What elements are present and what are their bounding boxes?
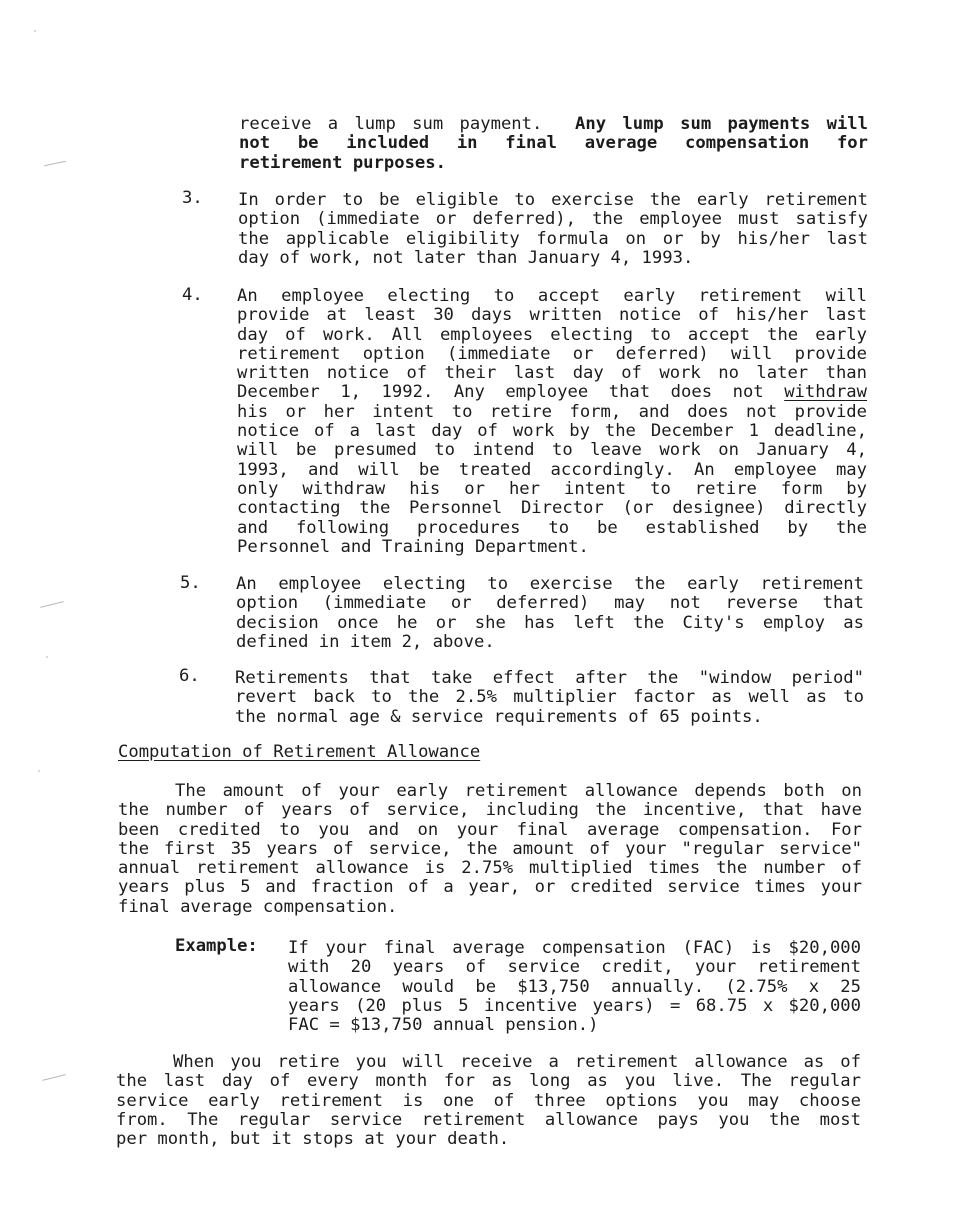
paragraph-line: service early retirement is one of three options you may choose [116,1090,861,1111]
item-line: written notice of their last day of work no later than [237,363,867,384]
paragraph-line: The amount of your early retirement allowance depends both on [175,781,862,801]
scan-mark [40,601,64,608]
section-heading: Computation of Retirement Allowance [118,742,481,762]
item-line: Personnel and Training Department. [237,536,589,557]
example-line: years (20 plus 5 incentive years) = 68.75 x $20,000 [288,995,861,1016]
scan-mark [44,161,66,167]
example-paragraph [288,939,861,1035]
paragraph-line: years plus 5 and fraction of a year, or credited service times your [118,877,862,898]
item-line: will be presumed to intend to leave work on January 4, [237,440,867,461]
item-line: decision once he or she has left the City's employ as [236,612,864,633]
item-number: 4. [182,285,203,305]
scan-speck [46,656,48,658]
scan-speck [38,770,40,772]
item-4-paragraph [237,287,867,557]
paragraph-line: per month, but it stops at your death. [116,1129,510,1150]
item-line: Retirements that take effect after the "window period" [235,668,864,688]
item-5-paragraph [236,575,864,652]
paragraph-line: annual retirement allowance is 2.75% multiplied times the number of [118,858,862,879]
item-line: contacting the Personnel Director (or designee) directly [237,498,867,519]
example-label: Example: [175,936,258,956]
intro-bold-text: Any lump sum payments will [575,114,869,134]
item-number: 5. [180,573,201,593]
example-line: If your final average compensation (FAC) is $20,000 [288,938,861,958]
item-number: 3. [182,188,203,208]
item-number: 6. [179,666,200,686]
intro-plain-text: receive a lump sum payment. [239,114,543,134]
item-line: retirement option (immediate or deferred) will provide [237,343,867,364]
computation-paragraph [118,782,862,917]
item-line [237,383,867,402]
intro-paragraph [239,115,868,173]
item-line: his or her intent to retire form, and does not provide [237,401,867,422]
item-line: defined in item 2, above. [236,631,495,652]
item-line: the applicable eligibility formula on or by his/her last [238,228,868,249]
paragraph-line: the number of years of service, including the incentive, that have [118,800,862,821]
item-line: An employee electing to exercise the early retirement [236,574,864,594]
paragraph-line: been credited to you and on your final average compensation. For [118,819,862,840]
scan-mark [42,1074,66,1081]
item-3-paragraph [238,191,868,268]
intro-line [239,115,868,134]
item-line: only withdraw his or her intent to retire form by [237,478,867,499]
item-line: 1993, and will be treated accordingly. An employee may [237,459,867,480]
item-6-paragraph [235,669,864,727]
item-line-text: December 1, 1992. Any employee that does not [237,382,764,403]
paragraph-line: the first 35 years of service, the amount of your "regular service" [118,838,862,859]
paragraph-line: final average compensation. [118,896,398,917]
item-line: option (immediate or deferred) may not reverse that [236,593,864,614]
item-line: day of work, not later than January 4, 1993. [238,247,694,268]
underlined-word: withdraw [784,382,867,403]
item-line: An employee electing to accept early retirement will [237,286,867,306]
paragraph-line: When you retire you will receive a retirement allowance as of [173,1052,861,1072]
intro-line: retirement purposes. [239,152,446,173]
item-line: revert back to the 2.5% multiplier factor as well as to [235,687,864,708]
item-line: In order to be eligible to exercise the early retirement [238,190,868,210]
item-line: notice of a last day of work by the December 1 deadline, [237,421,867,442]
item-line: provide at least 30 days written notice of his/her last [237,305,867,326]
example-line: FAC = $13,750 annual pension.) [288,1015,599,1036]
item-line: day of work. All employees electing to accept the early [237,324,867,345]
item-line: the normal age & service requirements of 65 points. [235,706,763,727]
example-line: allowance would be $13,750 annually. (2.75% x 25 [288,976,861,997]
item-line: option (immediate or deferred), the employee must satisfy [238,209,868,230]
item-line: and following procedures to be established by the [237,517,867,538]
paragraph-line: from. The regular service retirement allowance pays you the most [116,1109,861,1130]
example-line: with 20 years of service credit, your retirement [288,957,861,978]
paragraph-line: the last day of every month for as long as you live. The regular [116,1071,861,1092]
intro-line: not be included in final average compensation for [239,133,868,154]
scan-speck [34,30,36,32]
retirement-allowance-paragraph [116,1053,861,1149]
